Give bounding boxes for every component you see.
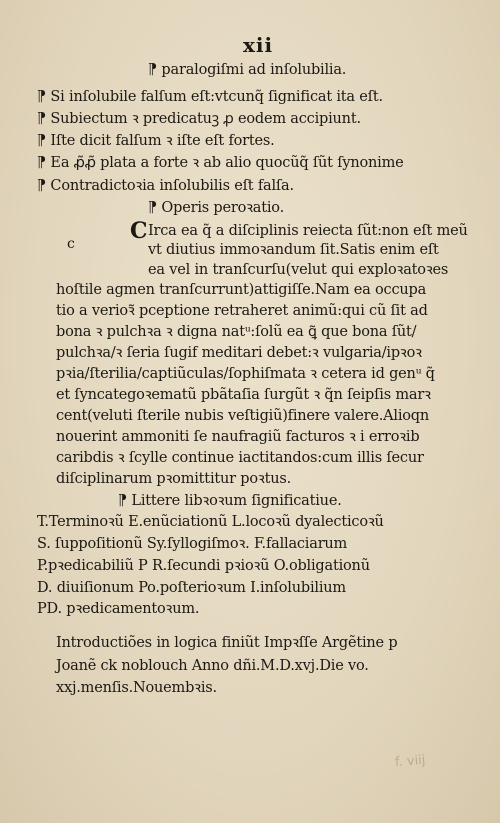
text-line: diſciplinarum pꝛomittitur poꝛtus. — [56, 471, 291, 487]
text-line: PD. pꝛedicamentoꝛum. — [37, 601, 200, 617]
text-line: S. ſuppoſitionũ Sy.ſyllogiſmoꝛ. F.fallaciarum — [37, 536, 348, 552]
text-line: T.Terminoꝛũ E.enũciationũ L.locoꝛũ dyalecticoꝛũ — [37, 514, 384, 530]
folio-number: xii — [243, 33, 274, 57]
text-line: ⁋ Subiectum ꝛ predicatuꝫ ꝓ eodem accipiunt. — [37, 111, 361, 127]
text-line: ⁋ Ea ꝓ̃ꝓ̃ plata a forte ꝛ ab alio quocũq̃ ſũt ſynonime — [37, 155, 404, 171]
text-line: caribdis ꝛ ſcylle continue iactitandos:cum illis ſecur — [56, 450, 424, 466]
text-line: nouerint ammoniti ſe naufragiũ facturos ꝛ i erroꝛib — [56, 429, 420, 445]
text-line: pꝛia/ſterilia/captiũculas/ſophiſmata ꝛ cetera id genᵘ q̃ — [56, 366, 435, 382]
text-line: pulchꝛa/ꝛ ſeria ſugif meditari debet:ꝛ vulgaria/ipꝛoꝛ — [56, 345, 422, 361]
text-line: ⁋ Si inſolubile falſum eſt:vtcunq̃ ſignificat ita eſt. — [37, 89, 383, 105]
text-line: bona ꝛ pulchꝛa ꝛ digna natᵘ:ſolũ ea ꝗ̃ que bona ſũt/ — [56, 324, 417, 340]
text-line: ⁋ Contradictoꝛia inſolubilis eſt falſa. — [37, 178, 294, 194]
text-line: ⁋ paralogiſmi ad inſolubilia. — [148, 62, 347, 78]
text-line: ⁋ Iſte dicit falſum ꝛ iſte eſt fortes. — [37, 133, 275, 149]
text-line: Introductiões in logica finiũt Impꝛſſe Argẽtine p — [56, 635, 398, 651]
text-line: tio a verioꝛ̃ pceptione retraheret animũ:qui cũ ſit ad — [56, 303, 428, 319]
marginal-letter: c — [67, 236, 75, 252]
text-line: D. diuiſionum Po.poſterioꝛum I.inſolubilium — [37, 580, 346, 596]
text-line: vt diutius immoꝛandum ſit.Satis enim eſt — [148, 242, 439, 258]
text-line: Irca ea q̃ a diſciplinis reiecta ſũt:non eſt meũ — [148, 223, 468, 239]
text-line: xxj.menſis.Nouembꝛis. — [56, 680, 217, 696]
text-line: ⁋ Littere libꝛoꝛum ſignificatiue. — [118, 493, 342, 509]
text-line: P.pꝛedicabiliũ P R.ſecundi pꝛioꝛũ O.obligationũ — [37, 558, 370, 574]
text-line: hoſtile agmen tranſcurrunt)attigiſſe.Nam ea occupa — [56, 282, 427, 298]
text-line: ⁋ Operis peroꝛatio. — [148, 200, 284, 216]
text-line: cent(veluti ſterile nubis veſtigiũ)finere valere.Alioqn — [56, 408, 430, 424]
text-line: et ſyncategoꝛematũ pbãtaſia ſurgũt ꝛ q̃n ſeipſis marꝛ — [56, 387, 431, 403]
text-line: Joanẽ ck noblouch Anno dñi.M.D.xvj.Die vo. — [56, 658, 369, 674]
handwritten-note: f. viij — [394, 752, 426, 771]
text-line: ea vel in tranſcurſu(velut qui exploꝛatoꝛes — [148, 262, 449, 278]
decorative-initial-c: C — [130, 218, 148, 244]
